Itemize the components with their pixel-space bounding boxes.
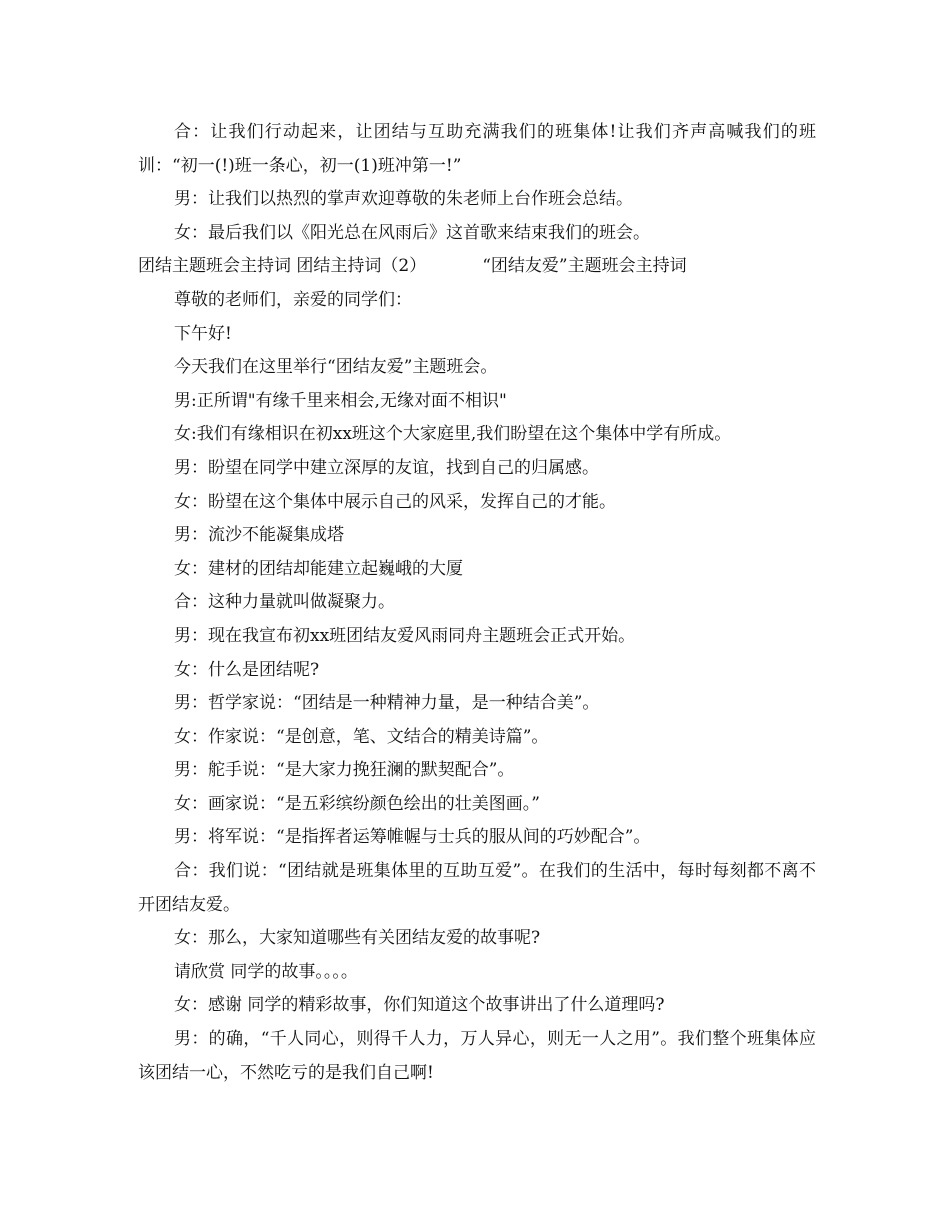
document-body [138,116,816,1090]
paragraph-female-3: 女：建材的团结却能建立起巍峨的大厦 [174,558,463,579]
paragraph-male-invite-teacher: 男：让我们以热烈的掌声欢迎尊敬的朱老师上台作班会总结。 [174,189,633,210]
paragraph-chorus-2: 合：我们说：“团结就是班集体里的互助互爱”。在我们的生活中，每时每刻都不离不开团结友爱。 [138,861,816,915]
paragraph-intro: 今天我们在这里举行“团结友爱”主题班会。 [174,357,498,378]
paragraph-male-1: 男:正所谓"有缘千里来相会,无缘对面不相识" [174,390,507,411]
paragraph-female-closing-song: 女：最后我们以《阳光总在风雨后》这首歌来结束我们的班会。 [174,222,650,243]
paragraph-male-2: 男：盼望在同学中建立深厚的友谊，找到自己的归属感。 [174,457,599,478]
paragraph-male-general: 男：将军说：“是指挥者运筹帷幄与士兵的服从间的巧妙配合”。 [174,827,651,848]
paragraph-male-3: 男：流沙不能凝集成塔 [174,525,344,546]
paragraph-female-1: 女:我们有缘相识在初xx班这个大家庭里,我们盼望在这个集体中学有所成。 [174,424,732,445]
section-heading-part2: “团结友爱”主题班会主持词 [482,256,687,277]
paragraph-male-4: 男：现在我宣布初xx班团结友爱风雨同舟主题班会正式开始。 [174,625,636,646]
section-heading-part1: 团结主题班会主持词 团结主持词（2） [138,256,427,277]
paragraph-female-5: 女：那么，大家知道哪些有关团结友爱的故事呢? [174,928,541,949]
paragraph-female-4: 女：什么是团结呢? [174,659,320,680]
paragraph-female-painter: 女：画家说：“是五彩缤纷颜色绘出的壮美图画。” [174,793,540,814]
paragraph-female-2: 女：盼望在这个集体中展示自己的风采，发挥自己的才能。 [174,491,616,512]
paragraph-male-philosopher: 男：哲学家说：“团结是一种精神力量，是一种结合美”。 [174,693,600,714]
paragraph-male-5: 男：的确，“千人同心，则得千人力，万人异心，则无一人之用”。我们整个班集体应该团结一心，不然吃亏的是我们自己啊! [138,1029,816,1083]
paragraph-female-writer: 女：作家说：“是创意，笔、文结合的精美诗篇”。 [174,726,549,747]
paragraph-greeting: 尊敬的老师们，亲爱的同学们： [174,289,412,310]
paragraph-chorus-1: 合：这种力量就叫做凝聚力。 [174,592,395,613]
section-heading [138,250,816,284]
paragraph-female-6: 女：感谢 同学的精彩故事，你们知道这个故事讲出了什么道理吗? [174,995,665,1016]
paragraph-male-helmsman: 男：舵手说：“是大家力挽狂澜的默契配合”。 [174,760,515,781]
paragraph-closing-chorus: 合：让我们行动起来，让团结与互助充满我们的班集体!让我们齐声高喊我们的班训：“初一(!)班一条心，初一(1)班冲第一!” [138,122,816,176]
paragraph-story-invite: 请欣赏 同学的故事。。。。 [174,961,358,982]
paragraph-good-afternoon: 下午好! [174,323,232,344]
